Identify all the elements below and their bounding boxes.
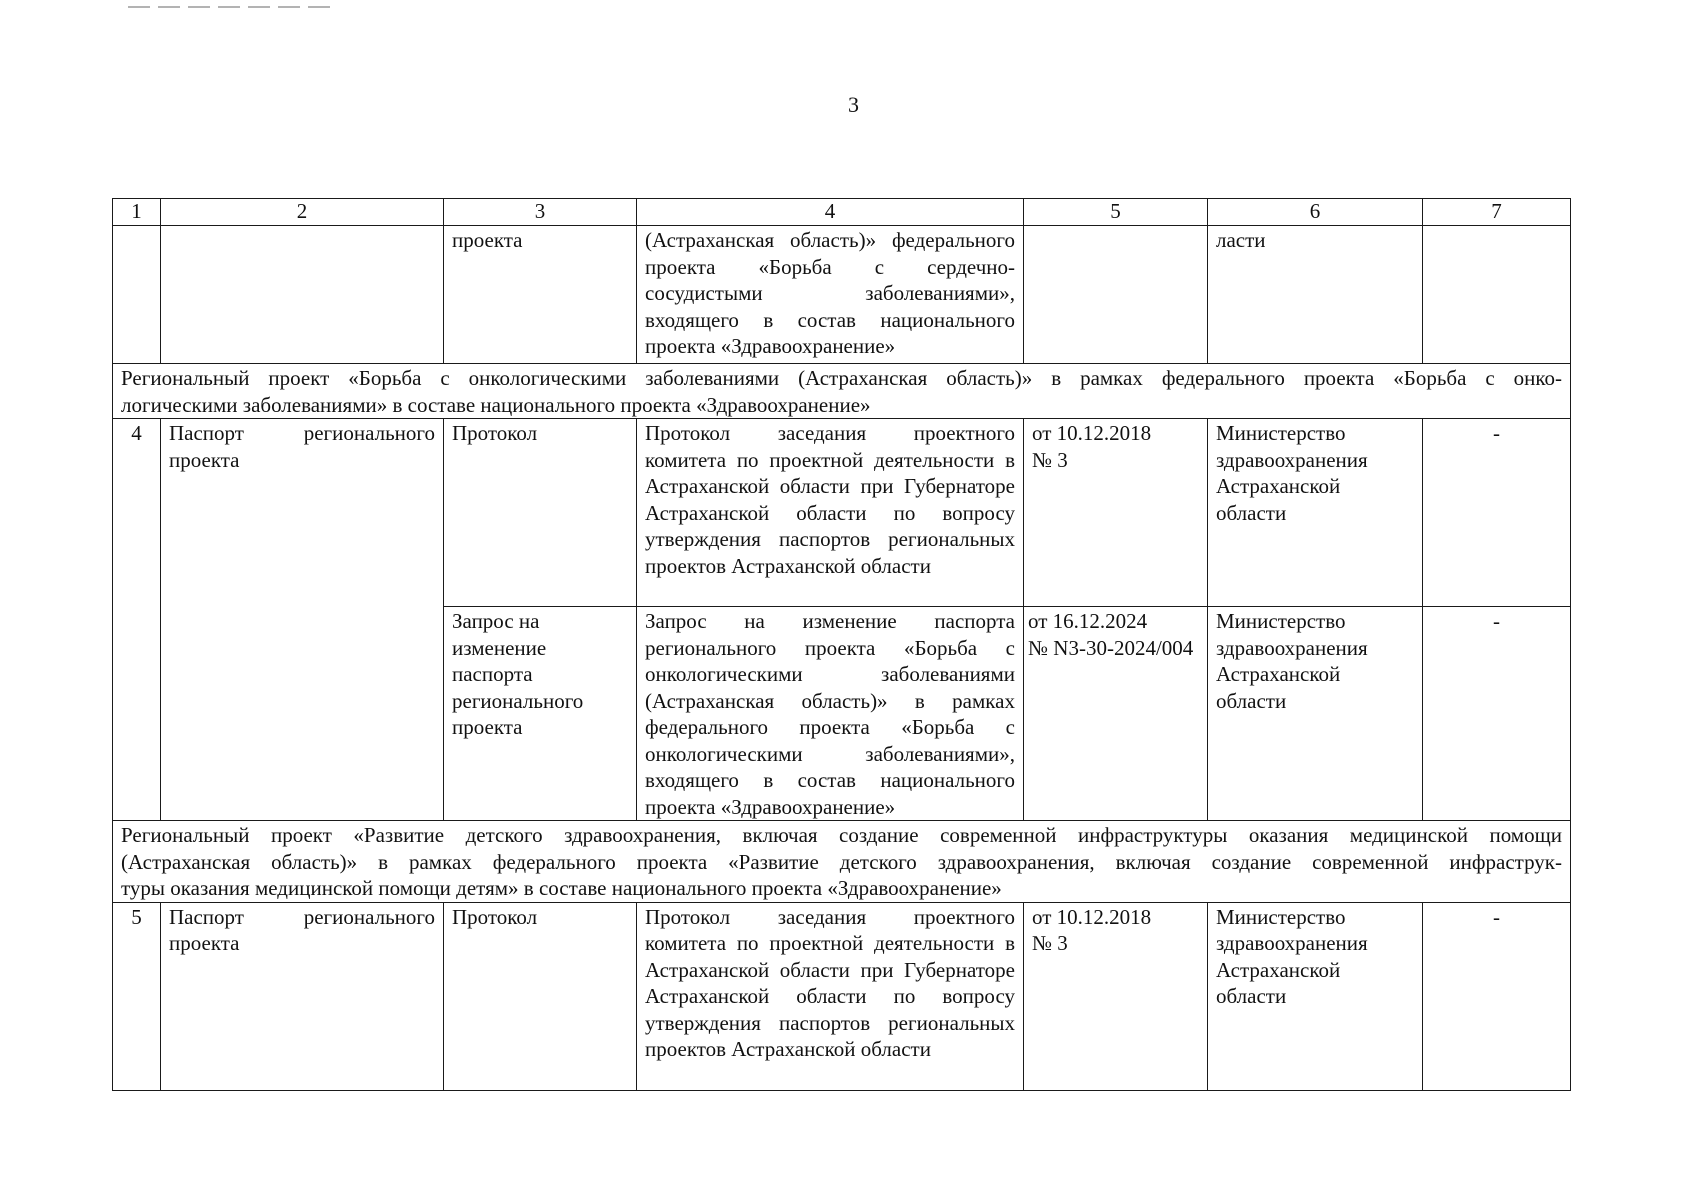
description-cell: Протокол заседания проектного комитета по проектной деятельности в Астраханской области при Губернаторе Астраханской области по вопросу утверждения паспортов региональных проектов Астраханской области — [637, 902, 1024, 1090]
section-title-row — [113, 364, 1571, 419]
doc-type-cell: Протокол — [444, 419, 637, 607]
continuation-row — [113, 226, 1571, 364]
doc-type-cell: Протокол — [444, 902, 637, 1090]
header-cell: 5 — [1024, 199, 1208, 226]
description-cell: Протокол заседания проектного комитета по проектной деятельности в Астраханской области при Губернаторе Астраханской области по вопросу утверждения паспортов региональных проектов Астраханской области — [637, 419, 1024, 607]
authority-cell: ласти — [1208, 226, 1423, 364]
header-cell: 4 — [637, 199, 1024, 226]
date-cell: от 16.12.2024 № N3-30-2024/004 — [1024, 607, 1208, 821]
section-title: Региональный проект «Борьба с онкологическими заболеваниями (Астраханская область)» в рамках федерального проекта «Борьба с онко- логическими заболеваниями» в составе национального проекта «Здравоохранение» — [113, 364, 1571, 419]
document-name-cell: Паспорт регионального проекта — [161, 902, 444, 1090]
header-cell: 6 — [1208, 199, 1423, 226]
page-number: 3 — [848, 92, 859, 117]
authority-cell: Министерство здравоохранения Астраханской области — [1208, 419, 1423, 607]
table-row — [113, 902, 1571, 1090]
header-row — [113, 199, 1571, 226]
description-cell: Запрос на изменение паспорта регионального проекта «Борьба с онкологическими заболеваниями (Астраханская область)» в рамках федерального проекта «Борьба с онкологическими заболеваниями», входящего в состав национального проекта «Здравоохранение» — [637, 607, 1024, 821]
scan-artifact — [128, 6, 338, 8]
date-cell: от 10.12.2018 № 3 — [1024, 419, 1208, 607]
table-row — [113, 419, 1571, 607]
header-cell: 3 — [444, 199, 637, 226]
row-number: 5 — [113, 902, 161, 1090]
register-table — [112, 198, 1571, 1091]
description-cell: (Астраханская область)» федерального проекта «Борьба с сердечно-сосудистыми заболеваниями», входящего в состав национального проекта «Здравоохранение» — [637, 226, 1024, 364]
header-cell: 2 — [161, 199, 444, 226]
authority-cell: Министерство здравоохранения Астраханской области — [1208, 902, 1423, 1090]
note-cell: - — [1423, 419, 1571, 607]
section-title-row — [113, 821, 1571, 903]
doc-type-cell: Запрос на изменение паспорта регионального проекта — [444, 607, 637, 821]
date-cell: от 10.12.2018 № 3 — [1024, 902, 1208, 1090]
note-cell: - — [1423, 607, 1571, 821]
row-number: 4 — [113, 419, 161, 821]
header-cell: 7 — [1423, 199, 1571, 226]
authority-cell: Министерство здравоохранения Астраханской области — [1208, 607, 1423, 821]
document-name-cell: Паспорт регионального проекта — [161, 419, 444, 821]
section-title: Региональный проект «Развитие детского здравоохранения, включая создание современной инфраструктуры оказания медицинской помощи (Астраханская область)» в рамках федерального проекта «Развитие детского здравоохранения, включая создание современной инфраструк- туры оказания медицинской помощи детям» в составе национального проекта «Здравоохранение» — [113, 821, 1571, 903]
note-cell: - — [1423, 902, 1571, 1090]
header-cell: 1 — [113, 199, 161, 226]
doc-type-cell: проекта — [444, 226, 637, 364]
